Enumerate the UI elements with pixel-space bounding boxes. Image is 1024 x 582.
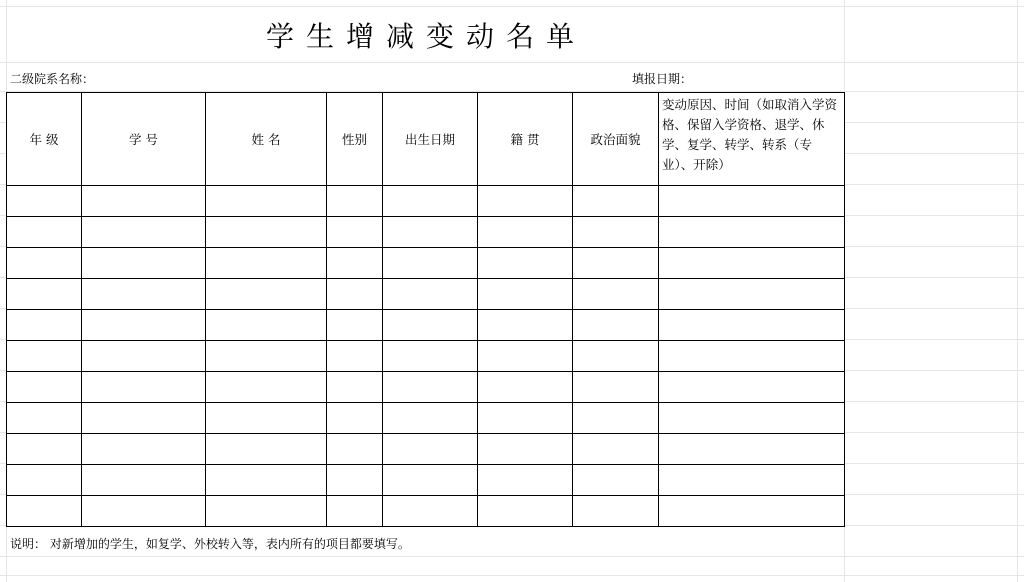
table-cell[interactable]	[659, 217, 845, 248]
table-cell[interactable]	[206, 310, 327, 341]
table-cell[interactable]	[206, 186, 327, 217]
table-row	[7, 217, 845, 248]
table-cell[interactable]	[82, 341, 206, 372]
table-cell[interactable]	[82, 403, 206, 434]
table-cell[interactable]	[478, 217, 573, 248]
table-cell[interactable]	[478, 465, 573, 496]
table-cell[interactable]	[659, 341, 845, 372]
table-row	[7, 434, 845, 465]
table-cell[interactable]	[659, 496, 845, 527]
table-cell[interactable]	[573, 403, 659, 434]
table-cell[interactable]	[383, 217, 478, 248]
col-header-gender[interactable]: 性别	[327, 93, 383, 186]
table-cell[interactable]	[383, 248, 478, 279]
col-header-political-status[interactable]: 政治面貌	[573, 93, 659, 186]
table-row	[7, 310, 845, 341]
table-row	[7, 279, 845, 310]
table-cell[interactable]	[7, 496, 82, 527]
table-row	[7, 248, 845, 279]
col-header-native-place[interactable]: 籍 贯	[478, 93, 573, 186]
table-cell[interactable]	[659, 372, 845, 403]
col-header-birth-date[interactable]: 出生日期	[383, 93, 478, 186]
table-cell[interactable]	[573, 372, 659, 403]
table-cell[interactable]	[573, 341, 659, 372]
table-cell[interactable]	[573, 279, 659, 310]
table-cell[interactable]	[478, 341, 573, 372]
table-cell[interactable]	[659, 279, 845, 310]
table-cell[interactable]	[659, 248, 845, 279]
table-cell[interactable]	[478, 279, 573, 310]
table-cell[interactable]	[7, 434, 82, 465]
table-cell[interactable]	[573, 465, 659, 496]
table-row	[7, 496, 845, 527]
table-cell[interactable]	[478, 434, 573, 465]
col-header-change-reason[interactable]: 变动原因、时间（如取消入学资格、保留入学资格、退学、休学、复学、转学、转系（专业）、开除）	[659, 93, 845, 186]
table-cell[interactable]	[7, 248, 82, 279]
table-cell[interactable]	[383, 310, 478, 341]
table-cell[interactable]	[383, 341, 478, 372]
table-cell[interactable]	[659, 465, 845, 496]
table-cell[interactable]	[206, 341, 327, 372]
table-cell[interactable]	[659, 403, 845, 434]
table-cell[interactable]	[478, 248, 573, 279]
col-header-grade[interactable]: 年 级	[7, 93, 82, 186]
table-cell[interactable]	[327, 434, 383, 465]
table-cell[interactable]	[383, 496, 478, 527]
table-cell[interactable]	[327, 372, 383, 403]
table-cell[interactable]	[327, 403, 383, 434]
table-cell[interactable]	[383, 186, 478, 217]
table-cell[interactable]	[573, 496, 659, 527]
table-cell[interactable]	[478, 496, 573, 527]
table-row	[7, 186, 845, 217]
footer-note: 说明： 对新增加的学生，如复学、外校转入等，表内所有的项目都要填写。	[10, 537, 410, 551]
table-cell[interactable]	[82, 372, 206, 403]
table-row	[7, 372, 845, 403]
table-cell[interactable]	[573, 186, 659, 217]
table-body	[7, 186, 845, 527]
table-cell[interactable]	[82, 465, 206, 496]
table-cell[interactable]	[82, 186, 206, 217]
table-cell[interactable]	[383, 465, 478, 496]
table-row	[7, 465, 845, 496]
table-cell[interactable]	[206, 496, 327, 527]
table-cell[interactable]	[573, 310, 659, 341]
table-cell[interactable]	[383, 434, 478, 465]
table-cell[interactable]	[7, 372, 82, 403]
table-cell[interactable]	[7, 279, 82, 310]
table-cell[interactable]	[659, 310, 845, 341]
table-cell[interactable]	[7, 465, 82, 496]
table-cell[interactable]	[478, 403, 573, 434]
table-cell[interactable]	[573, 217, 659, 248]
table-cell[interactable]	[383, 279, 478, 310]
col-header-name[interactable]: 姓 名	[206, 93, 327, 186]
table-cell[interactable]	[206, 279, 327, 310]
table-row	[7, 341, 845, 372]
table-cell[interactable]	[478, 310, 573, 341]
table-cell[interactable]	[7, 403, 82, 434]
table-cell[interactable]	[327, 248, 383, 279]
table-cell[interactable]	[478, 186, 573, 217]
table-cell[interactable]	[573, 248, 659, 279]
table-cell[interactable]	[206, 403, 327, 434]
table-cell[interactable]	[659, 186, 845, 217]
table-row	[7, 403, 845, 434]
table-cell[interactable]	[383, 403, 478, 434]
fill-date-label: 填报日期：	[632, 72, 693, 86]
table-cell[interactable]	[327, 496, 383, 527]
table-cell[interactable]	[327, 217, 383, 248]
table-cell[interactable]	[327, 341, 383, 372]
table-cell[interactable]	[327, 310, 383, 341]
table-cell[interactable]	[327, 279, 383, 310]
table-cell[interactable]	[82, 279, 206, 310]
table-cell[interactable]	[573, 434, 659, 465]
table-cell[interactable]	[206, 372, 327, 403]
table-cell[interactable]	[7, 310, 82, 341]
table-cell[interactable]	[206, 465, 327, 496]
table-cell[interactable]	[82, 217, 206, 248]
table-cell[interactable]	[82, 434, 206, 465]
table-cell[interactable]	[82, 310, 206, 341]
page-title: 学生增减变动名单	[265, 20, 586, 53]
table-cell[interactable]	[206, 434, 327, 465]
table-cell[interactable]	[383, 372, 478, 403]
college-label: 二级院系名称：	[10, 72, 95, 86]
table-cell[interactable]	[327, 465, 383, 496]
table-cell[interactable]	[206, 217, 327, 248]
table-cell[interactable]	[7, 341, 82, 372]
table-cell[interactable]	[7, 186, 82, 217]
table-cell[interactable]	[82, 496, 206, 527]
header-row	[7, 93, 845, 186]
table-cell[interactable]	[206, 248, 327, 279]
table-cell[interactable]	[478, 372, 573, 403]
table-cell[interactable]	[82, 248, 206, 279]
col-header-student-id[interactable]: 学 号	[82, 93, 206, 186]
table-cell[interactable]	[327, 186, 383, 217]
student-change-table	[6, 92, 845, 527]
table-cell[interactable]	[659, 434, 845, 465]
table-cell[interactable]	[7, 217, 82, 248]
